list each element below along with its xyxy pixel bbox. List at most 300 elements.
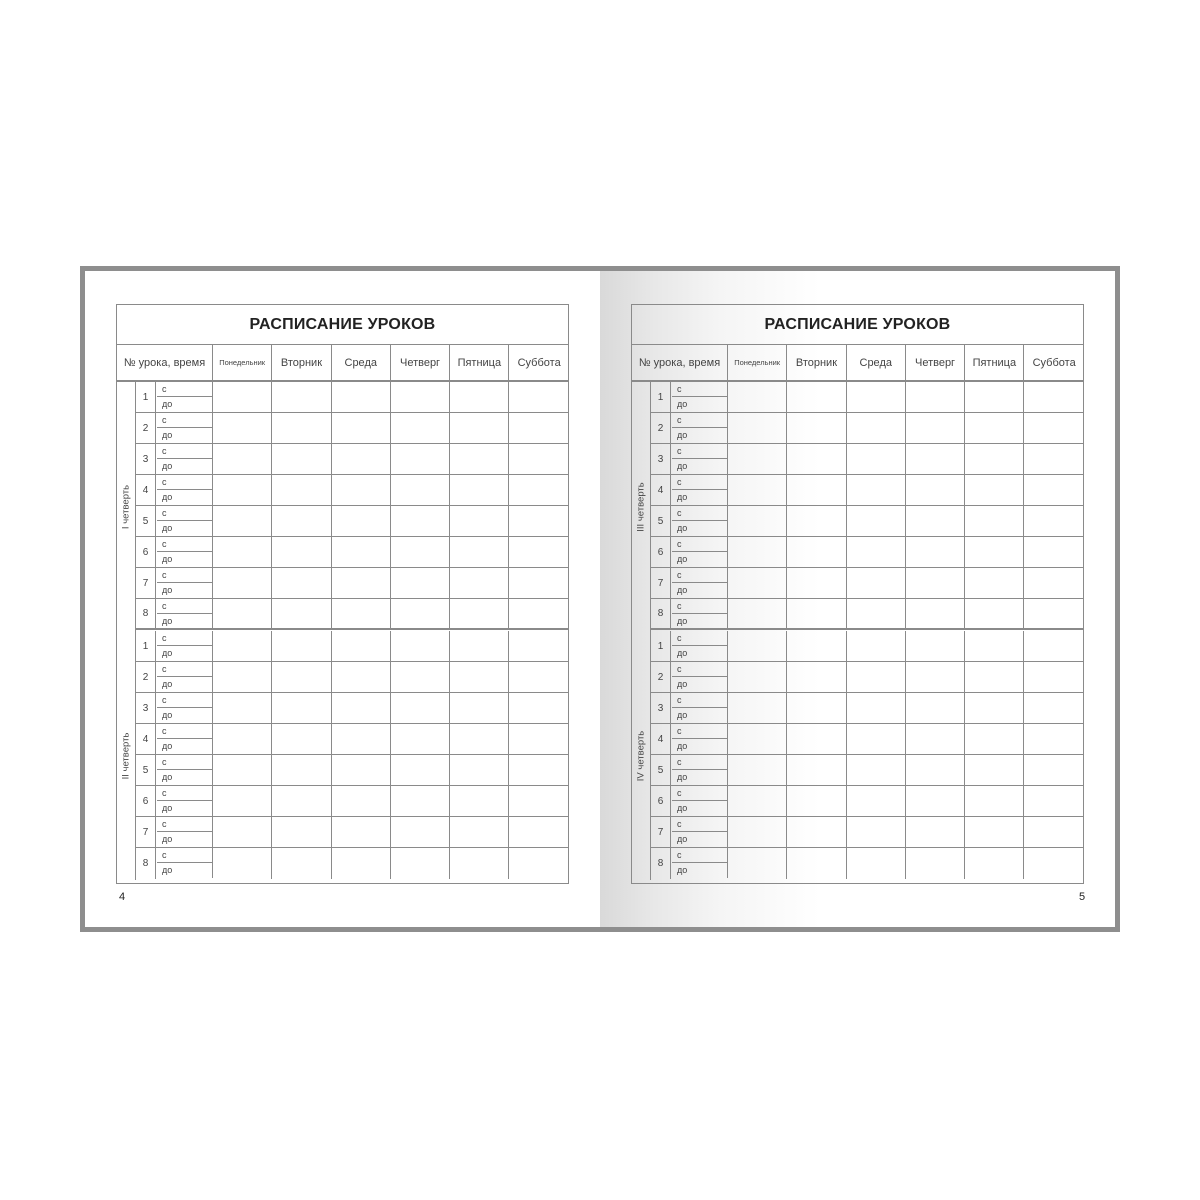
schedule-cell[interactable] <box>847 568 906 598</box>
time-from-field[interactable]: с <box>157 631 213 646</box>
schedule-cell[interactable] <box>906 693 965 723</box>
schedule-cell[interactable] <box>1025 413 1084 443</box>
time-to-field[interactable]: до <box>157 614 213 629</box>
time-to-field[interactable]: до <box>157 677 213 692</box>
schedule-cell[interactable] <box>272 817 331 847</box>
schedule-cell[interactable] <box>1025 506 1084 536</box>
schedule-cell[interactable] <box>450 631 509 661</box>
lesson-row <box>651 817 1084 848</box>
lesson-row <box>136 506 569 537</box>
schedule-cell[interactable] <box>332 662 391 692</box>
time-to-field[interactable]: до <box>672 708 728 723</box>
quarter-block <box>117 382 568 631</box>
quarter-label <box>117 631 136 880</box>
schedule-cell[interactable] <box>906 724 965 754</box>
schedule-cell[interactable] <box>332 382 391 412</box>
time-from-field[interactable]: с <box>157 817 213 832</box>
schedule-cell[interactable] <box>510 817 569 847</box>
schedule-cell[interactable] <box>728 755 787 785</box>
schedule-cell[interactable] <box>450 537 509 567</box>
schedule-cell[interactable] <box>213 537 272 567</box>
schedule-cell[interactable] <box>391 599 450 628</box>
schedule-cell[interactable] <box>332 568 391 598</box>
schedule-cell[interactable] <box>1025 817 1084 847</box>
header-day: Суббота <box>1032 356 1076 369</box>
time-to-field[interactable]: до <box>672 583 728 598</box>
time-to-field[interactable]: до <box>157 459 213 474</box>
schedule-cell[interactable] <box>510 413 569 443</box>
schedule-cell[interactable] <box>1025 786 1084 816</box>
schedule-cell[interactable] <box>728 599 787 628</box>
time-from-field[interactable]: с <box>672 662 728 677</box>
schedule-cell[interactable] <box>510 662 569 692</box>
schedule-cell[interactable] <box>965 631 1024 661</box>
schedule-cell[interactable] <box>787 786 846 816</box>
time-to-field[interactable]: до <box>672 614 728 629</box>
schedule-cell[interactable] <box>728 413 787 443</box>
schedule-cell[interactable] <box>510 475 569 505</box>
schedule-cell[interactable] <box>965 693 1024 723</box>
time-to-field[interactable]: до <box>672 832 728 847</box>
schedule-cell[interactable] <box>906 475 965 505</box>
quarter-label <box>632 631 651 880</box>
schedule-cell[interactable] <box>847 786 906 816</box>
header-day: Пятница <box>965 345 1024 380</box>
time-from-field[interactable]: с <box>672 817 728 832</box>
schedule-cell[interactable] <box>213 444 272 474</box>
time-to-field[interactable]: до <box>672 739 728 754</box>
quarter-label-text: II четверть <box>120 732 132 779</box>
schedule-cell[interactable] <box>1025 693 1084 723</box>
time-from-field[interactable]: с <box>672 599 728 614</box>
schedule-cell[interactable] <box>213 848 272 879</box>
schedule-cell[interactable] <box>510 693 569 723</box>
schedule-cell[interactable] <box>391 568 450 598</box>
quarter-block <box>117 631 568 880</box>
schedule-cell[interactable] <box>272 537 331 567</box>
lesson-number: 8 <box>651 599 671 628</box>
time-from-field[interactable]: с <box>157 786 213 801</box>
schedule-cell[interactable] <box>787 724 846 754</box>
schedule-cell[interactable] <box>728 724 787 754</box>
schedule-cell[interactable] <box>728 848 787 879</box>
lesson-number: 5 <box>136 506 156 536</box>
schedule-cell[interactable] <box>906 506 965 536</box>
schedule-cell[interactable] <box>450 475 509 505</box>
schedule-cell[interactable] <box>391 693 450 723</box>
lesson-row <box>651 693 1084 724</box>
schedule-cell[interactable] <box>450 724 509 754</box>
schedule-cell[interactable] <box>391 848 450 879</box>
schedule-cell[interactable] <box>847 444 906 474</box>
schedule-cell[interactable] <box>787 662 846 692</box>
schedule-cell[interactable] <box>332 506 391 536</box>
schedule-cell[interactable] <box>450 817 509 847</box>
schedule-cell[interactable] <box>272 382 331 412</box>
schedule-cell[interactable] <box>728 662 787 692</box>
schedule-cell[interactable] <box>213 475 272 505</box>
schedule-cell[interactable] <box>728 693 787 723</box>
lesson-number: 1 <box>136 382 156 412</box>
schedule-cell[interactable] <box>1025 631 1084 661</box>
time-from-field[interactable]: с <box>157 444 213 459</box>
schedule-cell[interactable] <box>213 631 272 661</box>
schedule-cell[interactable] <box>1025 568 1084 598</box>
schedule-cell[interactable] <box>450 382 509 412</box>
schedule-cell[interactable] <box>213 724 272 754</box>
time-to-field[interactable]: до <box>157 552 213 567</box>
schedule-cell[interactable] <box>1025 382 1084 412</box>
schedule-cell[interactable] <box>332 444 391 474</box>
schedule-cell[interactable] <box>272 848 331 879</box>
schedule-cell[interactable] <box>728 631 787 661</box>
time-from-field[interactable]: с <box>672 506 728 521</box>
schedule-cell[interactable] <box>906 568 965 598</box>
schedule-cell[interactable] <box>728 568 787 598</box>
schedule-cell[interactable] <box>847 662 906 692</box>
schedule-cell[interactable] <box>510 537 569 567</box>
schedule-cell[interactable] <box>213 817 272 847</box>
schedule-cell[interactable] <box>391 475 450 505</box>
schedule-cell[interactable] <box>391 786 450 816</box>
time-from-field[interactable]: с <box>157 662 213 677</box>
lesson-number: 4 <box>136 724 156 754</box>
schedule-cell[interactable] <box>510 382 569 412</box>
schedule-cell[interactable] <box>1025 848 1084 879</box>
schedule-cell[interactable] <box>450 599 509 628</box>
lesson-row <box>651 662 1084 693</box>
schedule-cell[interactable] <box>510 848 569 879</box>
quarter-label <box>632 382 651 631</box>
time-from-field[interactable]: с <box>672 631 728 646</box>
time-to-field[interactable]: до <box>157 863 213 878</box>
schedule-cell[interactable] <box>332 631 391 661</box>
time-from-field[interactable]: с <box>672 475 728 490</box>
schedule-cell[interactable] <box>906 631 965 661</box>
schedule-cell[interactable] <box>1025 444 1084 474</box>
time-to-field[interactable]: до <box>157 801 213 816</box>
schedule-cell[interactable] <box>510 506 569 536</box>
schedule-cell[interactable] <box>510 568 569 598</box>
time-to-field[interactable]: до <box>672 677 728 692</box>
time-to-field[interactable]: до <box>672 801 728 816</box>
schedule-cell[interactable] <box>847 537 906 567</box>
schedule-cell[interactable] <box>728 537 787 567</box>
schedule-cell[interactable] <box>847 817 906 847</box>
header-day: Среда <box>332 345 391 380</box>
schedule-cell[interactable] <box>787 693 846 723</box>
schedule-cell[interactable] <box>1025 662 1084 692</box>
header-day: Пятница <box>450 345 509 380</box>
schedule-cell[interactable] <box>272 413 331 443</box>
schedule-cell[interactable] <box>965 599 1024 628</box>
schedule-cell[interactable] <box>906 413 965 443</box>
schedule-cell[interactable] <box>965 475 1024 505</box>
lesson-number: 8 <box>136 848 156 879</box>
time-to-field[interactable]: до <box>672 646 728 661</box>
time-to-field[interactable]: до <box>157 397 213 412</box>
time-to-field[interactable]: до <box>672 428 728 443</box>
schedule-cell[interactable] <box>906 786 965 816</box>
time-from-field[interactable]: с <box>157 568 213 583</box>
schedule-cell[interactable] <box>728 444 787 474</box>
schedule-cell[interactable] <box>450 755 509 785</box>
time-from-field[interactable]: с <box>672 568 728 583</box>
header-lesson-time: № урока, время <box>117 345 213 380</box>
schedule-cell[interactable] <box>510 631 569 661</box>
time-to-field[interactable]: до <box>672 552 728 567</box>
schedule-cell[interactable] <box>965 755 1024 785</box>
lesson-row <box>651 475 1084 506</box>
schedule-cell[interactable] <box>391 662 450 692</box>
schedule-cell[interactable] <box>332 848 391 879</box>
schedule-cell[interactable] <box>332 755 391 785</box>
schedule-cell[interactable] <box>787 444 846 474</box>
schedule-cell[interactable] <box>391 817 450 847</box>
time-to-field[interactable]: до <box>672 397 728 412</box>
schedule-cell[interactable] <box>450 786 509 816</box>
lesson-number: 3 <box>136 693 156 723</box>
time-from-field[interactable]: с <box>672 724 728 739</box>
time-to-field[interactable]: до <box>157 646 213 661</box>
table-header-row <box>632 345 1083 382</box>
schedule-cell[interactable] <box>965 786 1024 816</box>
schedule-cell[interactable] <box>213 599 272 628</box>
schedule-cell[interactable] <box>906 662 965 692</box>
schedule-cell[interactable] <box>510 724 569 754</box>
time-from-field[interactable]: с <box>672 537 728 552</box>
time-from-field[interactable]: с <box>157 537 213 552</box>
schedule-cell[interactable] <box>847 848 906 879</box>
schedule-cell[interactable] <box>847 693 906 723</box>
schedule-cell[interactable] <box>906 537 965 567</box>
time-to-field[interactable]: до <box>672 770 728 785</box>
schedule-cell[interactable] <box>272 444 331 474</box>
schedule-cell[interactable] <box>1025 475 1084 505</box>
schedule-cell[interactable] <box>332 475 391 505</box>
time-to-field[interactable]: до <box>157 832 213 847</box>
quarter-label-text: III четверть <box>635 481 647 532</box>
lesson-row <box>651 755 1084 786</box>
time-to-field[interactable]: до <box>672 521 728 536</box>
lesson-row <box>136 786 569 817</box>
schedule-cell[interactable] <box>965 848 1024 879</box>
schedule-cell[interactable] <box>1025 755 1084 785</box>
lesson-row <box>651 568 1084 599</box>
schedule-cell[interactable] <box>450 568 509 598</box>
time-from-field[interactable]: с <box>157 848 213 863</box>
schedule-cell[interactable] <box>787 382 846 412</box>
schedule-cell[interactable] <box>272 755 331 785</box>
schedule-cell[interactable] <box>213 693 272 723</box>
time-to-field[interactable]: до <box>157 770 213 785</box>
schedule-cell[interactable] <box>906 848 965 879</box>
time-from-field[interactable]: с <box>157 724 213 739</box>
schedule-cell[interactable] <box>847 475 906 505</box>
time-from-field[interactable]: с <box>672 413 728 428</box>
schedule-cell[interactable] <box>332 817 391 847</box>
schedule-cell[interactable] <box>728 786 787 816</box>
schedule-cell[interactable] <box>213 786 272 816</box>
schedule-cell[interactable] <box>787 631 846 661</box>
schedule-cell[interactable] <box>787 506 846 536</box>
lesson-row <box>136 444 569 475</box>
lesson-row <box>136 693 569 724</box>
schedule-cell[interactable] <box>510 599 569 628</box>
time-to-field[interactable]: до <box>672 863 728 878</box>
time-from-field[interactable]: с <box>157 599 213 614</box>
schedule-cell[interactable] <box>1025 599 1084 628</box>
schedule-cell[interactable] <box>965 382 1024 412</box>
time-from-field[interactable]: с <box>672 444 728 459</box>
schedule-cell[interactable] <box>787 475 846 505</box>
schedule-cell[interactable] <box>1025 724 1084 754</box>
schedule-cell[interactable] <box>391 631 450 661</box>
schedule-cell[interactable] <box>272 724 331 754</box>
schedule-cell[interactable] <box>272 662 331 692</box>
lesson-number: 2 <box>136 662 156 692</box>
time-to-field[interactable]: до <box>157 490 213 505</box>
time-to-field[interactable]: до <box>157 708 213 723</box>
schedule-cell[interactable] <box>965 444 1024 474</box>
schedule-cell[interactable] <box>1025 537 1084 567</box>
schedule-cell[interactable] <box>332 413 391 443</box>
schedule-cell[interactable] <box>965 662 1024 692</box>
schedule-cell[interactable] <box>391 413 450 443</box>
schedule-cell[interactable] <box>728 506 787 536</box>
time-from-field[interactable]: с <box>672 382 728 397</box>
schedule-cell[interactable] <box>965 568 1024 598</box>
schedule-sheet-left <box>116 304 569 884</box>
schedule-cell[interactable] <box>391 444 450 474</box>
time-from-field[interactable]: с <box>157 755 213 770</box>
schedule-cell[interactable] <box>847 599 906 628</box>
time-to-field[interactable]: до <box>672 459 728 474</box>
schedule-cell[interactable] <box>272 786 331 816</box>
schedule-cell[interactable] <box>213 662 272 692</box>
time-from-field[interactable]: с <box>672 693 728 708</box>
schedule-cell[interactable] <box>965 506 1024 536</box>
lesson-row <box>651 631 1084 662</box>
schedule-cell[interactable] <box>847 382 906 412</box>
schedule-cell[interactable] <box>787 568 846 598</box>
schedule-cell[interactable] <box>787 413 846 443</box>
schedule-cell[interactable] <box>510 786 569 816</box>
quarter-label-text: IV четверть <box>635 730 647 781</box>
schedule-cell[interactable] <box>965 537 1024 567</box>
schedule-cell[interactable] <box>272 631 331 661</box>
quarter-block <box>632 382 1083 631</box>
schedule-cell[interactable] <box>906 817 965 847</box>
schedule-cell[interactable] <box>391 537 450 567</box>
schedule-cell[interactable] <box>213 755 272 785</box>
time-from-field[interactable]: с <box>672 755 728 770</box>
schedule-cell[interactable] <box>787 599 846 628</box>
schedule-cell[interactable] <box>332 537 391 567</box>
schedule-cell[interactable] <box>272 568 331 598</box>
time-from-field[interactable]: с <box>157 693 213 708</box>
schedule-cell[interactable] <box>450 693 509 723</box>
schedule-cell[interactable] <box>510 755 569 785</box>
schedule-cell[interactable] <box>787 755 846 785</box>
header-day: Четверг <box>906 345 965 380</box>
time-from-field[interactable]: с <box>157 413 213 428</box>
schedule-cell[interactable] <box>965 817 1024 847</box>
schedule-cell[interactable] <box>787 817 846 847</box>
time-from-field[interactable]: с <box>157 506 213 521</box>
time-from-field[interactable]: с <box>672 848 728 863</box>
lesson-row <box>651 537 1084 568</box>
schedule-cell[interactable] <box>906 382 965 412</box>
schedule-cell[interactable] <box>272 693 331 723</box>
time-to-field[interactable]: до <box>672 490 728 505</box>
schedule-cell[interactable] <box>272 599 331 628</box>
schedule-cell[interactable] <box>510 444 569 474</box>
schedule-cell[interactable] <box>213 568 272 598</box>
schedule-cell[interactable] <box>847 631 906 661</box>
lesson-number: 5 <box>136 755 156 785</box>
time-to-field[interactable]: до <box>157 521 213 536</box>
schedule-cell[interactable] <box>391 506 450 536</box>
time-to-field[interactable]: до <box>157 739 213 754</box>
schedule-cell[interactable] <box>965 413 1024 443</box>
schedule-cell[interactable] <box>213 413 272 443</box>
schedule-cell[interactable] <box>213 506 272 536</box>
schedule-cell[interactable] <box>847 506 906 536</box>
schedule-cell[interactable] <box>965 724 1024 754</box>
schedule-cell[interactable] <box>787 848 846 879</box>
time-from-field[interactable]: с <box>672 786 728 801</box>
schedule-cell[interactable] <box>450 848 509 879</box>
time-to-field[interactable]: до <box>157 583 213 598</box>
schedule-cell[interactable] <box>332 724 391 754</box>
schedule-cell[interactable] <box>332 786 391 816</box>
schedule-cell[interactable] <box>391 755 450 785</box>
schedule-cell[interactable] <box>906 599 965 628</box>
schedule-cell[interactable] <box>450 662 509 692</box>
time-from-field[interactable]: с <box>157 382 213 397</box>
schedule-cell[interactable] <box>332 599 391 628</box>
schedule-cell[interactable] <box>272 506 331 536</box>
schedule-cell[interactable] <box>728 475 787 505</box>
schedule-cell[interactable] <box>847 724 906 754</box>
schedule-cell[interactable] <box>728 817 787 847</box>
time-to-field[interactable]: до <box>157 428 213 443</box>
lesson-number: 2 <box>651 662 671 692</box>
page-number-left: 4 <box>119 891 126 903</box>
schedule-cell[interactable] <box>847 413 906 443</box>
time-from-field[interactable]: с <box>157 475 213 490</box>
schedule-cell[interactable] <box>213 382 272 412</box>
schedule-cell[interactable] <box>450 413 509 443</box>
schedule-cell[interactable] <box>906 444 965 474</box>
schedule-cell[interactable] <box>391 382 450 412</box>
schedule-cell[interactable] <box>906 755 965 785</box>
lesson-number: 1 <box>651 382 671 412</box>
lesson-number: 5 <box>651 755 671 785</box>
lesson-number: 6 <box>136 537 156 567</box>
lesson-row <box>136 599 569 630</box>
schedule-cell[interactable] <box>728 382 787 412</box>
schedule-cell[interactable] <box>391 724 450 754</box>
schedule-cell[interactable] <box>332 693 391 723</box>
schedule-cell[interactable] <box>787 537 846 567</box>
schedule-cell[interactable] <box>450 506 509 536</box>
schedule-cell[interactable] <box>450 444 509 474</box>
lesson-row <box>136 848 569 879</box>
schedule-cell[interactable] <box>847 755 906 785</box>
schedule-cell[interactable] <box>272 475 331 505</box>
